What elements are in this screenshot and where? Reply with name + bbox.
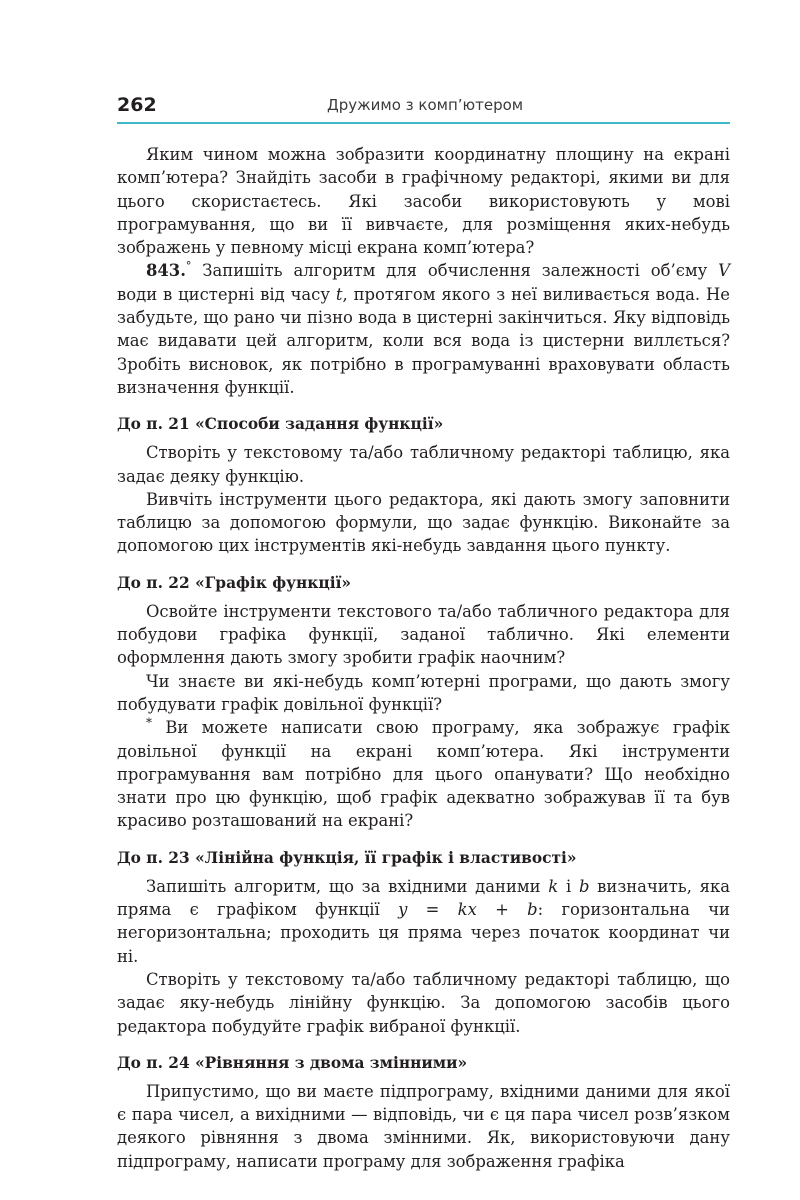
section-22-starred-paragraph <box>117 716 730 832</box>
star-mark: * <box>146 715 152 730</box>
exercise-843 <box>117 259 730 399</box>
section-heading-23: До п. 23 «Лінійна функція, її графік і властивості» <box>117 848 577 867</box>
section-24-paragraph: Припустимо, що ви маєте підпрограму, вхідними даними для якої є пара чисел, а вихідними — відповідь, чи є ця пара чисел розв’язком деякого рівняння з двома змінними. Як, використовуючи дану підпрограму, написати програму для зображення графіка <box>117 1081 730 1171</box>
page-header <box>117 92 730 124</box>
variable-t: t <box>335 284 343 304</box>
paragraph-text: і <box>558 876 579 896</box>
section-23-paragraph <box>117 875 730 968</box>
section-23-paragraph: Створіть у текстовому та/або табличному редакторі таблицю, що задає яку-небудь лінійну функцію. За допомогою засобів цього редактора побудуйте графік вибраної функції. <box>117 969 730 1036</box>
section-heading-24: До п. 24 «Рівняння з двома змінними» <box>117 1053 468 1072</box>
intro-paragraph: Яким чином можна зобразити координатну площину на екрані комп’ютера? Знайдіть засоби в графічному редакторі, якими ви для цього скористаєтесь. Які засоби використовують у мові програмування, що ви її вивчаєте, для розміщення яких-небудь зображень у певному місці екрана комп’ютера? <box>117 145 730 258</box>
variable-v: V <box>718 261 730 281</box>
paragraph-text: Ви можете написати свою програму, яка зображує графік довільної функції на екрані комп’ютера. Які інструменти програмування вам потрібно для цього опанувати? Що необхідно знати про цю функцію, щоб графік адекватно зображував її та був красиво розташований на екрані? <box>117 718 730 831</box>
paragraph-text: : горизонтальна чи негоризонтальна; проходить ця пряма через початок координат чи ні. <box>117 900 730 966</box>
exercise-text: води в цистерні від часу <box>117 284 336 304</box>
section-22-paragraph: Чи знаєте ви які-небудь комп’ютерні програми, що дають змогу побудувати графік довільної функції? <box>117 671 730 714</box>
section-22-paragraph: Освойте інструменти текстового та/або табличного редактора для побудови графіка функції, заданої таблично. Які елементи оформлення дають змогу зробити графік наочним? <box>117 601 730 668</box>
formula: y = kx + b <box>398 900 538 920</box>
variable-k: k <box>548 876 559 896</box>
page-number: 262 <box>117 94 157 116</box>
paragraph-text: Запишіть алгоритм, що за вхідними даними <box>146 876 549 896</box>
section-heading-21: До п. 21 «Способи задання функції» <box>117 415 444 434</box>
paragraph-text: визначить, яка пряма є графіком функції <box>117 876 730 920</box>
exercise-text: Запишіть алгоритм для обчислення залежності об’єму <box>191 261 719 281</box>
variable-b: b <box>578 876 590 896</box>
exercise-number: 843. <box>146 261 186 281</box>
section-heading-22: До п. 22 «Графік функції» <box>117 573 352 592</box>
difficulty-mark: ° <box>185 260 192 274</box>
section-21-paragraph: Створіть у текстовому та/або табличному редакторі таблицю, яка задає деяку функцію. <box>117 443 730 486</box>
exercise-text: , протягом якого з неї виливається вода. Не забудьте, що рано чи пізно вода в цистерні закінчиться. Яку відповідь має видавати цей алгоритм, коли вся вода із цистерни виллється? Зробіть висновок, як потрібно в програмуванні враховувати область визначення функції. <box>117 284 730 397</box>
running-title: Дружимо з комп’ютером <box>327 96 524 114</box>
section-21-paragraph: Вивчіть інструменти цього редактора, які дають змогу заповнити таблицю за допомогою формули, що задає функцію. Виконайте за допомогою цих інструментів які-небудь завдання цього пункту. <box>117 489 730 556</box>
page-content <box>117 143 730 1173</box>
